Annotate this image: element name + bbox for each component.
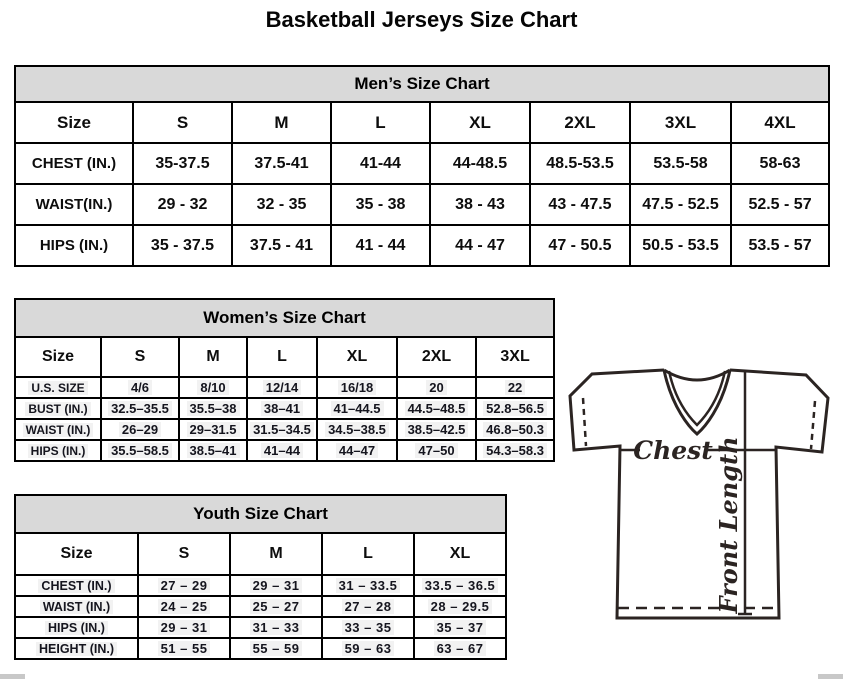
table-cell: 47 - 50.5 xyxy=(530,225,630,266)
table-cell: 44-48.5 xyxy=(430,143,530,184)
mens-table-title-row xyxy=(15,66,829,102)
row-label: CHEST (IN.) xyxy=(15,143,133,184)
row-label: HEIGHT (IN.) xyxy=(15,638,138,659)
table-cell: 22 xyxy=(476,377,554,398)
chest-label: Chest xyxy=(633,436,713,465)
table-row-waist xyxy=(15,184,829,225)
youth-table-title: Youth Size Chart xyxy=(15,495,506,533)
cropped-bottom-left-fragment xyxy=(0,674,25,679)
column-header-m: M xyxy=(179,337,247,377)
youth-column-header-row xyxy=(15,533,506,575)
column-header-3xl: 3XL xyxy=(476,337,554,377)
table-cell: 35.5–58.5 xyxy=(101,440,179,461)
table-cell: 44.5–48.5 xyxy=(397,398,476,419)
table-cell: 59 – 63 xyxy=(322,638,414,659)
table-cell: 50.5 - 53.5 xyxy=(630,225,731,266)
column-header-xl: XL xyxy=(414,533,506,575)
jersey-measurement-diagram xyxy=(558,362,843,634)
table-cell: 48.5-53.5 xyxy=(530,143,630,184)
cropped-bottom-right-fragment xyxy=(818,674,843,679)
table-cell: 26–29 xyxy=(101,419,179,440)
table-cell: 35 – 37 xyxy=(414,617,506,638)
table-cell: 47–50 xyxy=(397,440,476,461)
table-cell: 53.5 - 57 xyxy=(731,225,829,266)
table-cell: 55 – 59 xyxy=(230,638,322,659)
table-row-hips xyxy=(15,440,554,461)
mens-table-title: Men’s Size Chart xyxy=(15,66,829,102)
column-header-xl: XL xyxy=(317,337,397,377)
left-cuff-dashed-line xyxy=(583,398,586,446)
column-header-l: L xyxy=(247,337,317,377)
table-cell: 35.5–38 xyxy=(179,398,247,419)
row-label: U.S. SIZE xyxy=(15,377,101,398)
row-label: WAIST (IN.) xyxy=(15,419,101,440)
womens-table-title: Women’s Size Chart xyxy=(15,299,554,337)
jersey-collar-back-arc xyxy=(664,370,730,380)
youth-size-table xyxy=(14,494,507,660)
table-cell: 43 - 47.5 xyxy=(530,184,630,225)
youth-table-title-row xyxy=(15,495,506,533)
column-header-s: S xyxy=(133,102,232,143)
row-label: HIPS (IN.) xyxy=(15,617,138,638)
table-cell: 41-44 xyxy=(331,143,430,184)
front-length-label: Front Length xyxy=(714,436,743,614)
table-cell: 35 - 37.5 xyxy=(133,225,232,266)
column-header-m: M xyxy=(230,533,322,575)
mens-column-header-row xyxy=(15,102,829,143)
table-cell: 29 – 31 xyxy=(138,617,230,638)
table-cell: 38.5–42.5 xyxy=(397,419,476,440)
table-row-hips xyxy=(15,617,506,638)
row-label: WAIST(IN.) xyxy=(15,184,133,225)
column-header-2xl: 2XL xyxy=(530,102,630,143)
table-cell: 31.5–34.5 xyxy=(247,419,317,440)
table-cell: 33 – 35 xyxy=(322,617,414,638)
mens-size-table xyxy=(14,65,830,267)
table-row-chest xyxy=(15,575,506,596)
table-cell: 44 - 47 xyxy=(430,225,530,266)
table-cell: 33.5 – 36.5 xyxy=(414,575,506,596)
row-label: BUST (IN.) xyxy=(15,398,101,419)
table-cell: 16/18 xyxy=(317,377,397,398)
row-label: WAIST (IN.) xyxy=(15,596,138,617)
column-header-s: S xyxy=(101,337,179,377)
table-cell: 38–41 xyxy=(247,398,317,419)
table-cell: 53.5-58 xyxy=(630,143,731,184)
table-cell: 34.5–38.5 xyxy=(317,419,397,440)
column-header-2xl: 2XL xyxy=(397,337,476,377)
table-row-bust xyxy=(15,398,554,419)
table-cell: 37.5 - 41 xyxy=(232,225,331,266)
table-cell: 31 – 33.5 xyxy=(322,575,414,596)
table-cell: 8/10 xyxy=(179,377,247,398)
table-cell: 51 – 55 xyxy=(138,638,230,659)
table-cell: 32.5–35.5 xyxy=(101,398,179,419)
womens-size-table xyxy=(14,298,555,462)
table-cell: 38.5–41 xyxy=(179,440,247,461)
table-cell: 37.5-41 xyxy=(232,143,331,184)
table-cell: 20 xyxy=(397,377,476,398)
column-header-4xl: 4XL xyxy=(731,102,829,143)
column-header-xl: XL xyxy=(430,102,530,143)
column-header-size: Size xyxy=(15,533,138,575)
table-cell: 25 – 27 xyxy=(230,596,322,617)
table-cell: 29 - 32 xyxy=(133,184,232,225)
table-cell: 35-37.5 xyxy=(133,143,232,184)
womens-table-title-row xyxy=(15,299,554,337)
table-cell: 4/6 xyxy=(101,377,179,398)
womens-column-header-row xyxy=(15,337,554,377)
table-cell: 27 – 29 xyxy=(138,575,230,596)
column-header-l: L xyxy=(331,102,430,143)
column-header-m: M xyxy=(232,102,331,143)
table-cell: 35 - 38 xyxy=(331,184,430,225)
table-cell: 24 – 25 xyxy=(138,596,230,617)
table-cell: 58-63 xyxy=(731,143,829,184)
column-header-size: Size xyxy=(15,102,133,143)
table-cell: 12/14 xyxy=(247,377,317,398)
row-label: HIPS (IN.) xyxy=(15,225,133,266)
table-cell: 54.3–58.3 xyxy=(476,440,554,461)
table-cell: 29–31.5 xyxy=(179,419,247,440)
column-header-l: L xyxy=(322,533,414,575)
table-cell: 31 – 33 xyxy=(230,617,322,638)
table-cell: 41–44.5 xyxy=(317,398,397,419)
table-cell: 32 - 35 xyxy=(232,184,331,225)
table-cell: 38 - 43 xyxy=(430,184,530,225)
row-label: CHEST (IN.) xyxy=(15,575,138,596)
table-cell: 27 – 28 xyxy=(322,596,414,617)
right-cuff-dashed-line xyxy=(811,401,815,449)
table-cell: 44–47 xyxy=(317,440,397,461)
table-row-chest xyxy=(15,143,829,184)
table-cell: 41–44 xyxy=(247,440,317,461)
row-label: HIPS (IN.) xyxy=(15,440,101,461)
table-cell: 47.5 - 52.5 xyxy=(630,184,731,225)
table-cell: 63 – 67 xyxy=(414,638,506,659)
column-header-3xl: 3XL xyxy=(630,102,731,143)
table-cell: 52.5 - 57 xyxy=(731,184,829,225)
table-row-us-size xyxy=(15,377,554,398)
table-row-waist xyxy=(15,596,506,617)
table-row-waist xyxy=(15,419,554,440)
table-row-height xyxy=(15,638,506,659)
table-cell: 52.8–56.5 xyxy=(476,398,554,419)
table-cell: 46.8–50.3 xyxy=(476,419,554,440)
table-cell: 28 – 29.5 xyxy=(414,596,506,617)
column-header-s: S xyxy=(138,533,230,575)
jersey-outline xyxy=(570,370,828,618)
table-cell: 41 - 44 xyxy=(331,225,430,266)
table-row-hips xyxy=(15,225,829,266)
table-cell: 29 – 31 xyxy=(230,575,322,596)
column-header-size: Size xyxy=(15,337,101,377)
page-title: Basketball Jerseys Size Chart xyxy=(265,7,578,32)
